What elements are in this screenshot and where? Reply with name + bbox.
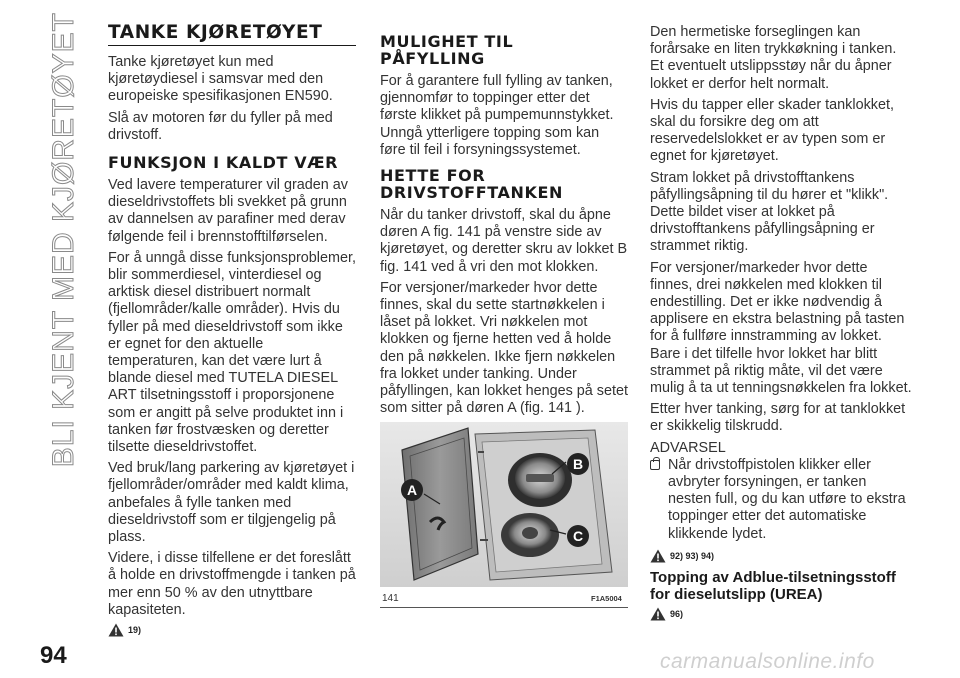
paragraph: Videre, i disse tilfellene er det foreslått å holde en drivstoffmengde i tanken på mer enn 50 % av den utnyttbare kapasiteten. [108, 550, 356, 618]
advarsel-label: ADVARSEL [650, 439, 726, 456]
warning-reference-number: 19) [128, 625, 142, 636]
warning-reference-number: 92) 93) 94) [670, 550, 715, 561]
warning-triangle-icon [650, 549, 666, 563]
page-number: 94 [40, 642, 67, 669]
figure-label-b: B [572, 456, 584, 472]
paragraph: For versjoner/markeder hvor dette finnes, skal du sette startnøkkelen i låset på lokket. Vri nøkkelen mot klokken og fjerne hetten ved å holde den på nøkkelen. Ikke fjern nøkkelen fra lokket under tanking. Under påfyllingen, kan lokket henges på setet som sitter på døren A (fig. 141 ). [380, 279, 629, 417]
warning-triangle-icon [108, 623, 124, 637]
section-heading: FUNKSJON I KALDT VÆR [108, 153, 339, 173]
paragraph: Slå av motoren før du fyller på med drivstoff. [108, 109, 333, 143]
watermark: carmanualsonline.info [660, 650, 875, 673]
figure-fuel-cap [380, 422, 628, 607]
figure-label-a: A [406, 482, 418, 498]
paragraph: Hvis du tapper eller skader tanklokket, skal du forsikre deg om att reservedelslokket er av typen som er egnet for kjøretøyet. [650, 96, 894, 165]
section-title: TANKE KJØRETØYET [108, 24, 356, 46]
paragraph: Tanke kjøretøyet kun med kjøretøydiesel i samsvar med den europeiske spesifikasjonen EN590. [108, 54, 333, 105]
warning-reference [650, 607, 912, 621]
paragraph: Etter hver tanking, sørg for at tanklokket er skikkelig tilskrudd. [650, 401, 906, 435]
section-heading: HETTE FOR DRIVSTOFFTANKEN [380, 166, 563, 203]
section-heading: MULIGHET TIL PÅFYLLING [380, 32, 514, 68]
warning-reference [108, 623, 356, 637]
warning-triangle-icon [650, 607, 666, 621]
chapter-side-label [34, 12, 94, 468]
figure-code: F1A5004 [591, 594, 622, 603]
column-2 [380, 24, 628, 421]
warning-reference-number: 96) [670, 608, 684, 619]
paragraph: Den hermetiske forseglingen kan forårsake en liten trykkøkning i tanken. Et eventuelt utslippsstøy når du åpner lokket er derfor helt normalt. [650, 24, 897, 92]
chapter-side-label-text: BLI KJENT MED KJØRETØYET [47, 12, 80, 468]
caution-text: Når drivstoffpistolen klikker eller avbryter forsyningen, er tanken nesten full, og du kan utføre to ekstra toppinger etter det automatiske klikkende lydet. [668, 456, 906, 542]
paragraph: For å garantere full fylling av tanken, gjennomfør to toppinger etter det første klikket på pumpemunnstykket. Unngå ytterligere topping som kan føre til feil i forsyningssystemet. [380, 73, 614, 158]
paragraph: Stram lokket på drivstofftankens påfyllingsåpning til du hører et "klikk". Dette bildet viser at lokket på drivstofftankens påfyllingsåpning er strammet riktig. [650, 169, 889, 255]
warning-reference [650, 549, 912, 563]
paragraph: Når du tanker drivstoff, skal du åpne døren A fig. 141 på venstre side av kjøretøyet, og deretter skru av lokket B fig. 141 ved å vri den mot klokken. [380, 207, 628, 275]
subsection-heading: Topping av Adblue-tilsetningsstoff for dieselutslipp (UREA) [650, 568, 896, 603]
paragraph: Ved lavere temperaturer vil graden av dieseldrivstoffets bli svekket på grunn av dannelsen av parafiner med derav følgende feil i brennstofftilførselen. [108, 177, 348, 245]
fuel-filler-illustration [380, 422, 628, 607]
figure-label-c: C [572, 528, 584, 544]
caution-note [650, 457, 912, 543]
paragraph: For å unngå disse funksjonsproblemer, blir sommerdiesel, vinterdiesel og arktisk diesel distribuert normalt (fjellområder/kalle områder). Hvis du fyller på med dieseldrivstoff som ikke er egnet for den aktuelle temperaturen, kan det være lurt å blande diesel med TUTELA DIESEL ART tilsetningsstoff i proporsjonene som er angitt på selve produktet inn i tanken før frostvæsken og deretter tilsette dieseldrivstoffet. [108, 249, 356, 456]
figure-bottom-rule [380, 607, 628, 608]
caution-icon [650, 460, 660, 470]
column-3 [650, 24, 912, 627]
paragraph: Ved bruk/lang parkering av kjøretøyet i fjellområder/områder med kaldt klima, anbefales å fylle tanken med dieseldrivstoff som er tilgjengelig på plass. [108, 460, 355, 546]
figure-number: 141 [382, 593, 399, 604]
column-1 [108, 24, 356, 643]
paragraph: For versjoner/markeder hvor dette finnes, drei nøkkelen med klokken til endestilling. Det er ikke nødvendig å applisere en ekstra belastning på tasten for å fullføre innstramming av lokket. Bare i det tilfelle hvor lokket har blitt strammet på riktig måte, vil det være mulig å ta ut tenningsnøkkelen fra lokket. [650, 259, 912, 397]
